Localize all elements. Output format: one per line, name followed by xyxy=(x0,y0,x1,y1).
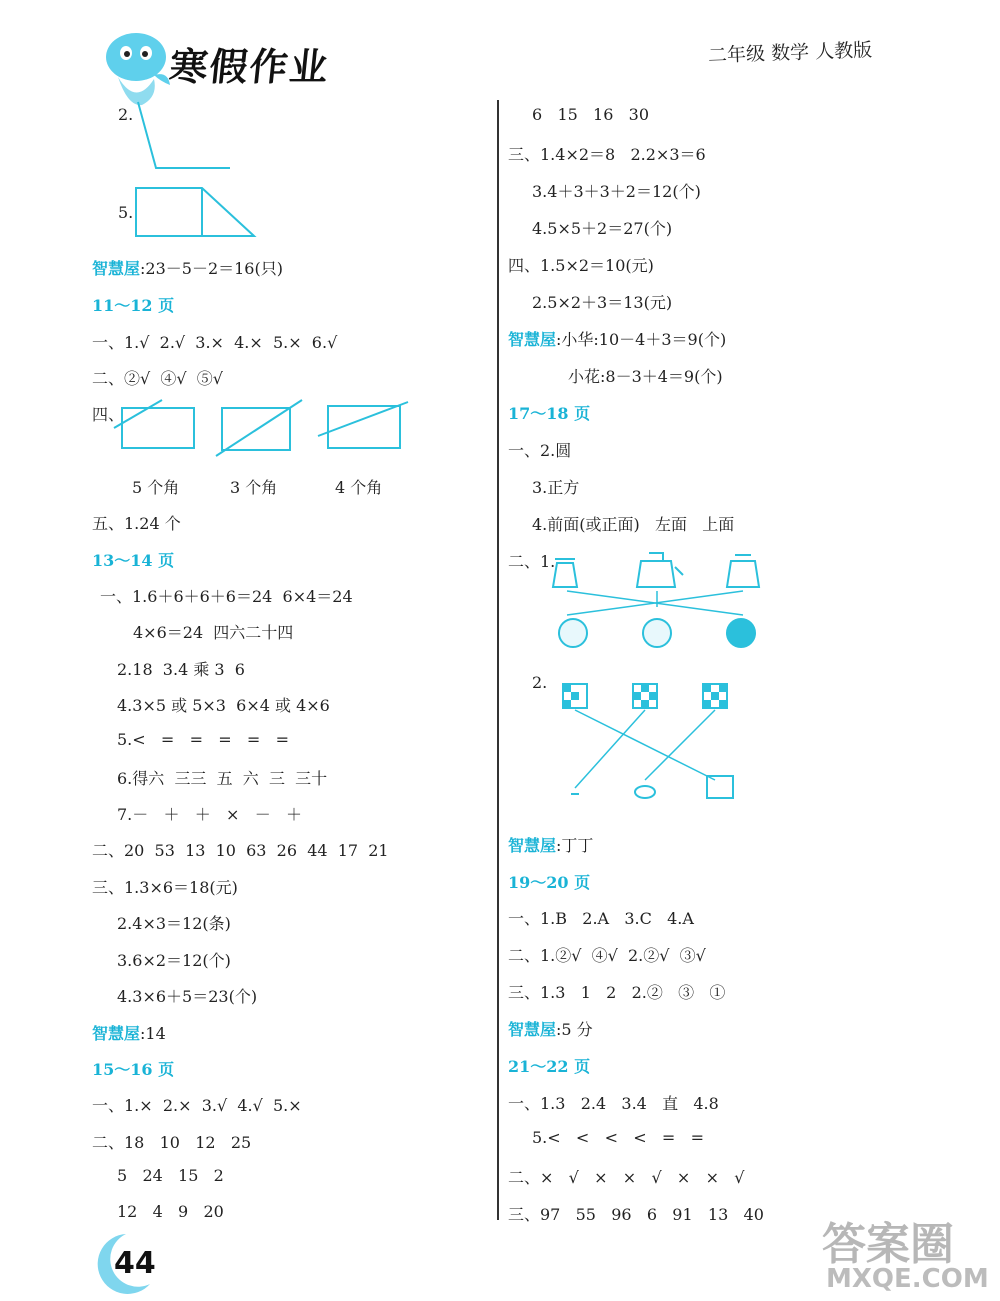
right-answer-line: 3.4＋3＋3＋2＝12(个) xyxy=(532,182,701,201)
rectangle-cut-figure-2 xyxy=(214,398,304,458)
left-answer-line: 一、1.√ 2.√ 3.× 4.× 5.× 6.√ xyxy=(92,333,338,352)
wisdom-house-label: 智慧屋 xyxy=(92,1024,141,1043)
wisdom-house-label: 智慧屋 xyxy=(508,836,557,855)
angle-figure xyxy=(130,100,240,175)
right-answer-line xyxy=(508,833,593,856)
right-answer-line: 一、1.B 2.A 3.C 4.A xyxy=(508,909,694,928)
left-answer-line: 4 个角 xyxy=(335,478,383,497)
mascot-icon xyxy=(88,8,164,90)
left-answer-line: 3 个角 xyxy=(230,478,278,497)
right-answer-line: 4.5×5＋2＝27(个) xyxy=(532,219,673,238)
wisdom-house-answer: :小华:10－4＋3＝9(个) xyxy=(556,330,727,349)
page-number: 44 xyxy=(114,1246,156,1281)
wisdom-house-answer: :5 分 xyxy=(556,1020,593,1039)
right-answer-line: 一、2.圆 xyxy=(508,441,572,460)
section-heading: 17～18 页 xyxy=(508,404,591,423)
left-answer-line: 3.6×2＝12(个) xyxy=(117,951,231,970)
trapezoid-figure xyxy=(134,186,264,241)
left-answer-line: 5.< = = = = = xyxy=(117,730,289,749)
wisdom-house-label: 智慧屋 xyxy=(92,259,141,278)
left-answer-line: 4×6＝24 四六二十四 xyxy=(133,623,294,642)
grade-info: 二年级 数学 人教版 xyxy=(707,39,873,67)
right-answer-line: 三、1.3 1 2 2.② ③ ① xyxy=(508,983,726,1002)
right-answer-line: 二、1.②√ ④√ 2.②√ ③√ xyxy=(508,946,706,965)
left-answer-line xyxy=(92,256,283,279)
left-answer-line: 7.－ ＋ ＋ × － ＋ xyxy=(117,805,302,824)
left-answer-line: 5 24 15 2 xyxy=(117,1166,224,1185)
watermark-logo: 答案圈 xyxy=(822,1219,954,1270)
left-answer-line: 6.得六 三三 五 六 三 三十 xyxy=(117,769,328,788)
section-heading: 19～20 页 xyxy=(508,873,591,892)
right-answer-line: 3.正方 xyxy=(532,478,580,497)
left-answer-line: 4.3×6＋5＝23(个) xyxy=(117,987,258,1006)
right-answer-line xyxy=(508,327,726,350)
view-matching-figure-1 xyxy=(545,545,775,657)
right-answer-line: 2. xyxy=(532,673,548,692)
right-answer-line: 三、1.4×2＝8 2.2×3＝6 xyxy=(508,145,706,164)
left-answer-line: 一、1.× 2.× 3.√ 4.√ 5.× xyxy=(92,1096,302,1115)
view-matching-figure-2 xyxy=(555,676,745,810)
left-answer-line: 2.18 3.4 乘 3 6 xyxy=(117,660,245,679)
wisdom-house-answer: :23－5－2＝16(只) xyxy=(140,259,283,278)
left-answer-line xyxy=(92,1021,166,1044)
wisdom-house-answer: :14 xyxy=(140,1024,166,1043)
left-answer-line: 四、 xyxy=(92,405,125,424)
wisdom-house-label: 智慧屋 xyxy=(508,1020,557,1039)
left-answer-line: 二、②√ ④√ ⑤√ xyxy=(92,369,223,388)
left-answer-line: 4.3×5 或 5×3 6×4 或 4×6 xyxy=(117,696,330,715)
header-title: 寒假作业 xyxy=(167,45,332,89)
wisdom-house-label: 智慧屋 xyxy=(508,330,557,349)
section-heading: 21～22 页 xyxy=(508,1057,591,1076)
left-answer-line: 5. xyxy=(118,203,134,222)
section-heading: 15～16 页 xyxy=(92,1060,175,1079)
right-answer-line: 一、1.3 2.4 3.4 直 4.8 xyxy=(508,1094,719,1113)
left-answer-line: 5 个角 xyxy=(132,478,180,497)
left-answer-line: 五、1.24 个 xyxy=(92,514,181,533)
rectangle-cut-figure-3 xyxy=(316,398,416,458)
wisdom-house-answer: :丁丁 xyxy=(556,836,594,855)
right-answer-line: 小花:8－3＋4＝9(个) xyxy=(568,367,723,386)
right-answer-line: 6 15 16 30 xyxy=(532,105,650,124)
right-answer-line: 4.前面(或正面) 左面 上面 xyxy=(532,515,735,534)
section-heading: 13～14 页 xyxy=(92,551,175,570)
rectangle-cut-figure-1 xyxy=(112,398,202,458)
right-answer-line: 2.5×2＋3＝13(元) xyxy=(532,293,673,312)
right-answer-line: 三、97 55 96 6 91 13 40 xyxy=(508,1205,764,1224)
left-answer-line: 二、18 10 12 25 xyxy=(92,1133,252,1152)
left-answer-line: 三、1.3×6＝18(元) xyxy=(92,878,238,897)
left-answer-line: 2. xyxy=(118,105,134,124)
left-answer-line: 二、20 53 13 10 63 26 44 17 21 xyxy=(92,841,389,860)
right-answer-line: 四、1.5×2＝10(元) xyxy=(508,256,654,275)
left-answer-line: 2.4×3＝12(条) xyxy=(117,914,231,933)
right-answer-line: 5.< < < < = = xyxy=(532,1128,704,1147)
left-answer-line: 12 4 9 20 xyxy=(117,1202,224,1221)
right-answer-line xyxy=(508,1017,593,1040)
right-answer-line: 二、1. xyxy=(508,552,556,571)
right-answer-line: 二、× √ × × √ × × √ xyxy=(508,1168,745,1187)
watermark-url: MXQE.COM xyxy=(826,1264,989,1294)
column-divider xyxy=(497,100,499,1220)
left-answer-line: 一、1.6＋6＋6＋6＝24 6×4＝24 xyxy=(100,587,353,606)
section-heading: 11～12 页 xyxy=(92,296,175,315)
